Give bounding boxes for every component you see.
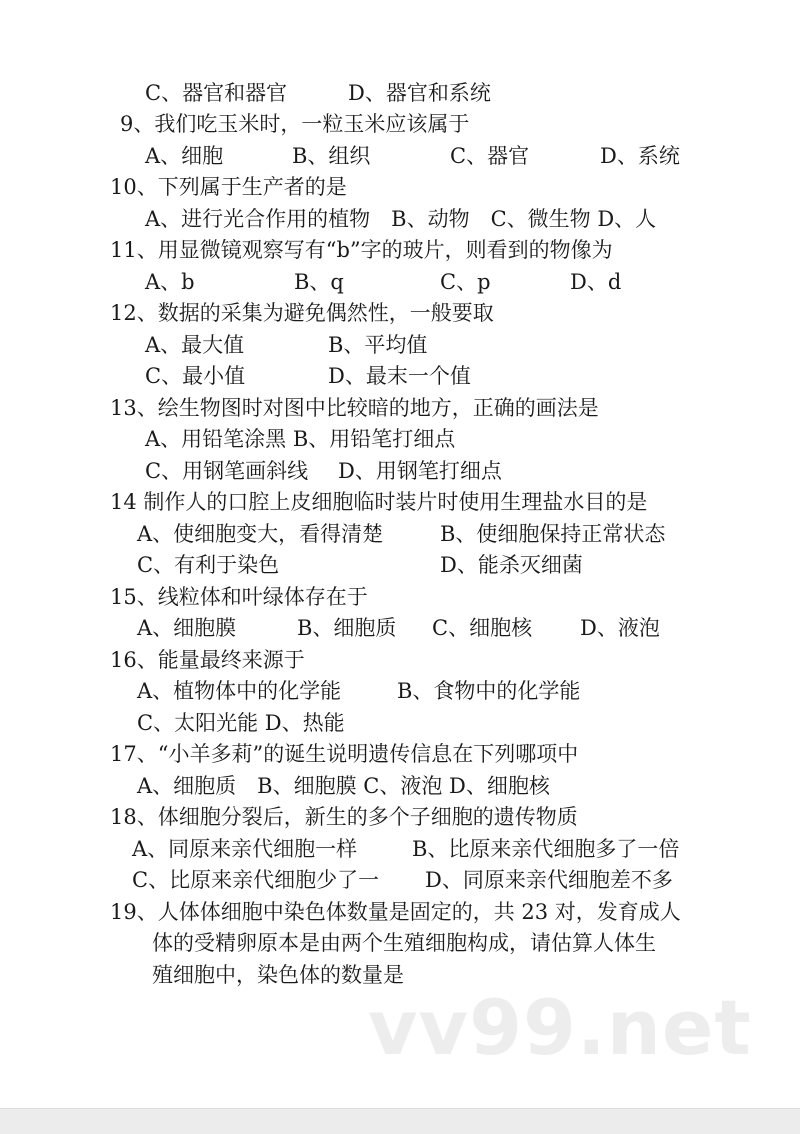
- watermark: vv99.net: [368, 983, 752, 1072]
- q13-options-ab: A、用铅笔涂黑 B、用铅笔打细点: [145, 427, 456, 451]
- page-bottom-edge: [0, 1108, 800, 1134]
- q10-options: A、进行光合作用的植物 B、动物 C、微生物 D、人: [145, 207, 657, 231]
- q13-option-c: C、用钢笔画斜线: [145, 459, 309, 483]
- q9-option-b: B、组织: [292, 144, 371, 168]
- q18-option-c: C、比原来亲代细胞少了一: [132, 868, 380, 892]
- q11-option-b: B、q: [294, 270, 344, 294]
- q12-option-c: C、最小值: [145, 364, 246, 388]
- q19-line-1: 19、人体体细胞中染色体数量是固定的，共 23 对，发育成人: [110, 900, 681, 924]
- q9-stem: 9、我们吃玉米时，一粒玉米应该属于: [120, 112, 470, 136]
- q16-options-ab: [0, 678, 800, 706]
- q9-option-c: C、器官: [450, 144, 530, 168]
- q18-options-cd: [0, 867, 800, 895]
- q14-options-ab: [0, 521, 800, 549]
- q14-option-a: A、使细胞变大，看得清楚: [137, 522, 384, 546]
- q12-option-d: D、最末一个值: [328, 364, 471, 388]
- q11-option-d: D、d: [570, 270, 622, 294]
- q18-stem: 18、体细胞分裂后，新生的多个子细胞的遗传物质: [110, 805, 578, 829]
- q8-option-d: D、器官和系统: [348, 81, 491, 105]
- q14-option-b: B、使细胞保持正常状态: [440, 522, 666, 546]
- q15-option-c: C、细胞核: [432, 616, 533, 640]
- q15-option-d: D、液泡: [580, 616, 660, 640]
- q8-option-c: C、器官和器官: [145, 81, 288, 105]
- q13-options-cd: [0, 458, 800, 486]
- q9-option-d: D、系统: [600, 144, 680, 168]
- q14-option-d: D、能杀灭细菌: [440, 553, 583, 577]
- q11-option-c: C、p: [440, 270, 491, 294]
- q12-options-cd: [0, 363, 800, 391]
- q12-options-ab: [0, 332, 800, 360]
- q15-options: [0, 615, 800, 643]
- q14-stem: 14 制作人的口腔上皮细胞临时装片时使用生理盐水目的是: [110, 490, 648, 514]
- q8-options-cd: [0, 80, 800, 108]
- q13-option-d: D、用钢笔打细点: [338, 459, 502, 483]
- q9-options: [0, 143, 800, 171]
- q15-option-a: A、细胞膜: [137, 616, 237, 640]
- q18-option-b: B、比原来亲代细胞多了一倍: [412, 837, 680, 861]
- q11-option-a: A、b: [145, 270, 195, 294]
- q12-option-b: B、平均值: [328, 333, 428, 357]
- q18-option-a: A、同原来亲代细胞一样: [132, 837, 358, 861]
- q12-option-a: A、最大值: [145, 333, 245, 357]
- q19-line-3: 殖细胞中，染色体的数量是: [152, 963, 404, 987]
- q9-option-a: A、细胞: [145, 144, 224, 168]
- q11-options: [0, 269, 800, 297]
- q19-line-2: 体的受精卵原本是由两个生殖细胞构成，请估算人体生: [152, 931, 656, 955]
- q15-option-b: B、细胞质: [297, 616, 397, 640]
- q17-stem: 17、“小羊多莉”的诞生说明遗传信息在下列哪项中: [110, 742, 579, 766]
- q11-stem: 11、用显微镜观察写有“b”字的玻片，则看到的物像为: [110, 238, 613, 262]
- q14-options-cd: [0, 552, 800, 580]
- q13-stem: 13、绘生物图时对图中比较暗的地方，正确的画法是: [110, 396, 599, 420]
- q18-option-d: D、同原来亲代细胞差不多: [425, 868, 673, 892]
- q10-stem: 10、下列属于生产者的是: [110, 175, 347, 199]
- q14-option-c: C、有利于染色: [137, 553, 280, 577]
- q16-stem: 16、能量最终来源于: [110, 648, 305, 672]
- q16-option-b: B、食物中的化学能: [397, 679, 581, 703]
- q15-stem: 15、线粒体和叶绿体存在于: [110, 585, 368, 609]
- q12-stem: 12、数据的采集为避免偶然性，一般要取: [110, 301, 494, 325]
- q18-options-ab: [0, 836, 800, 864]
- q16-option-a: A、植物体中的化学能: [137, 679, 342, 703]
- q16-options-cd: C、太阳光能 D、热能: [137, 711, 345, 735]
- q17-options: A、细胞质 B、细胞膜 C、液泡 D、细胞核: [137, 774, 550, 798]
